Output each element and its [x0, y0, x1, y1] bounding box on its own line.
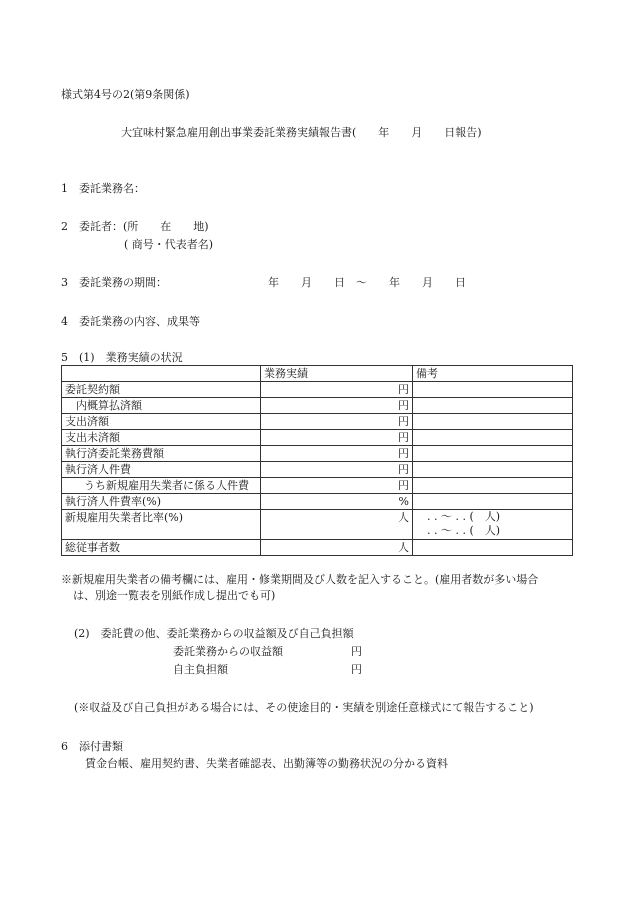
table-header-notes: 備考 [413, 366, 573, 382]
table-row [62, 398, 573, 414]
row-note [413, 382, 573, 398]
row-label: 新規雇用失業者比率(%) [62, 510, 261, 540]
income-remark: (※収益及び自己負担がある場合には、その使途目的・実績を別途任意様式にて報告すること) [74, 701, 534, 714]
table-header-row [62, 366, 573, 382]
employment-period-line-1: . . 〜 . . ( 人) [427, 510, 501, 523]
income-unit: 円 [351, 645, 362, 658]
item-5-2-heading: (2) 委託費の他、委託業務からの収益額及び自己負担額 [74, 627, 354, 640]
row-label: うち新規雇用失業者に係る人件費 [62, 478, 261, 494]
item-4-content: 4 委託業務の内容、成果等 [61, 315, 200, 328]
self-burden-label: 自主負担額 [173, 663, 228, 676]
item-1-business-name: 1 委託業務名： [61, 182, 145, 195]
table-row [62, 478, 573, 494]
row-label: 執行済委託業務費額 [62, 446, 261, 462]
row-label: 執行済人件費率(%) [62, 494, 261, 510]
self-burden-unit: 円 [351, 663, 362, 676]
row-value: 円 [261, 446, 413, 462]
table-header-blank [62, 366, 261, 382]
row-note [413, 446, 573, 462]
table-row [62, 446, 573, 462]
table-header-results: 業務実績 [261, 366, 413, 382]
row-value: 円 [261, 382, 413, 398]
row-value: 人 [261, 540, 413, 556]
row-label: 執行済人件費 [62, 462, 261, 478]
item-2-contractor: 2 委託者：(所 在 地) [61, 220, 209, 233]
employment-period-line-2: . . 〜 . . ( 人) [427, 524, 501, 537]
item-6-attachments: 賃金台帳、雇用契約書、失業者確認表、出勤簿等の勤務状況の分かる資料 [85, 757, 448, 770]
row-value: 人 [261, 510, 413, 540]
form-number: 様式第4号の2(第9条関係) [61, 88, 190, 101]
table-footnote: ※新規雇用失業者の備考欄には、雇用・修業期間及び人数を記入すること。(雇用者数が多い場合 [61, 573, 539, 586]
row-note [413, 462, 573, 478]
row-value: 円 [261, 398, 413, 414]
item-2-company-representative: ( 商号・代表者名) [124, 238, 214, 251]
row-note [413, 478, 573, 494]
table-row [62, 510, 573, 540]
row-label: 総従事者数 [62, 540, 261, 556]
table-row [62, 414, 573, 430]
row-value: 円 [261, 462, 413, 478]
table-row [62, 430, 573, 446]
row-label: 支出未済額 [62, 430, 261, 446]
item-6-heading: 6 添付書類 [61, 740, 123, 753]
item-3-period-label: 3 委託業務の期間： [61, 276, 167, 289]
item-5-heading: 5 (1) 業務実績の状況 [61, 351, 183, 364]
row-value: 円 [261, 414, 413, 430]
report-title: 大宜味村緊急雇用創出事業委託業務実績報告書( 年 月 日報告) [121, 126, 482, 139]
row-value: 円 [261, 478, 413, 494]
row-label: 支出済額 [62, 414, 261, 430]
item-3-period-dates: 年 月 日 ～ 年 月 日 [268, 276, 466, 289]
table-row [62, 382, 573, 398]
row-note [413, 510, 573, 540]
row-label: 委託契約額 [62, 382, 261, 398]
row-note [413, 398, 573, 414]
results-table [61, 365, 573, 556]
row-note [413, 414, 573, 430]
row-value: 円 [261, 430, 413, 446]
row-note [413, 540, 573, 556]
row-label: 内概算払済額 [62, 398, 261, 414]
row-note [413, 430, 573, 446]
row-value: % [261, 494, 413, 510]
table-row [62, 540, 573, 556]
table-row [62, 494, 573, 510]
table-footnote-continued: は、別途一覧表を別紙作成し提出でも可) [73, 589, 276, 602]
table-row [62, 462, 573, 478]
row-note [413, 494, 573, 510]
income-label: 委託業務からの収益額 [173, 645, 283, 658]
